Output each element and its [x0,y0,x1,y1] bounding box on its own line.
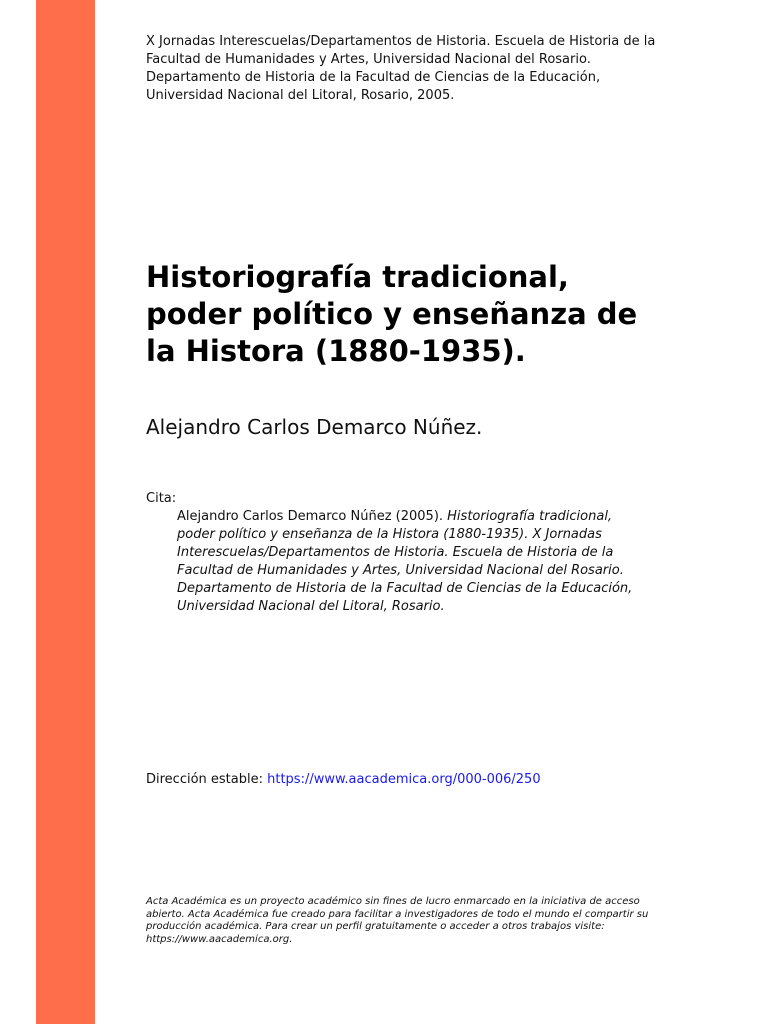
title-line: poder político y enseñanza de [146,297,638,331]
citation-line [177,544,697,562]
citation-italic: Interescuelas/Departamentos de Historia. Escuela de Historia de la [177,545,614,560]
citation-italic: poder político y enseñanza de la Historа (1880-1935). X Jornadas [177,527,602,542]
event-header-line: X Jornadas Interescuelas/Departamentos de Historia. Escuela de Historia de la [146,34,656,49]
decorative-side-bar [36,0,95,1024]
left-margin [0,0,36,1024]
event-header-line: Universidad Nacional del Litoral, Rosario, 2005. [146,88,455,103]
title-line: la Historа (1880-1935). [146,334,526,368]
citation-line [177,580,697,598]
citation-plain: Alejandro Carlos Demarco Núñez (2005). [177,509,448,524]
document-title [146,259,706,370]
citation-line [177,508,697,526]
stable-address [146,771,706,789]
footer-line: abierto. Acta Académica fue creado para facilitar a investigadores de todo el mundo el compartir su [146,908,649,920]
citation-italic: Historiografía tradicional, [447,509,613,524]
footer-note [146,896,686,946]
citation-line [177,526,697,544]
footer-line: producción académica. Para crear un perfil gratuitamente o acceder a otros trabajos visite: [146,921,605,932]
footer-line: https://www.aacademica.org. [146,933,293,945]
event-header-line: Facultad de Humanidades y Artes, Universidad Nacional del Rosario. [146,52,591,67]
citation-line [177,598,697,616]
event-header-line: Departamento de Historia de la Facultad de Ciencias de la Educación, [146,70,601,85]
event-header [146,33,706,105]
author-name: Alejandro Carlos Demarco Núñez. [146,415,483,439]
footer-line: Acta Académica es un proyecto académico sin fines de lucro enmarcado en la iniciativa de acceso [146,896,640,907]
citation-text [177,508,697,616]
stable-address-link[interactable]: https://www.aacademica.org/000-006/250 [267,772,541,787]
citation-italic: Departamento de Historia de la Facultad de Ciencias de la Educación, [177,581,633,596]
title-line: Historiografía tradicional, [146,260,569,294]
stable-address-label: Dirección estable: [146,772,268,787]
citation-label: Cita: [146,491,177,506]
citation-italic: Universidad Nacional del Litoral, Rosario. [177,599,445,614]
citation-line [177,562,697,580]
citation-italic: Facultad de Humanidades y Artes, Universidad Nacional del Rosario. [177,563,624,578]
